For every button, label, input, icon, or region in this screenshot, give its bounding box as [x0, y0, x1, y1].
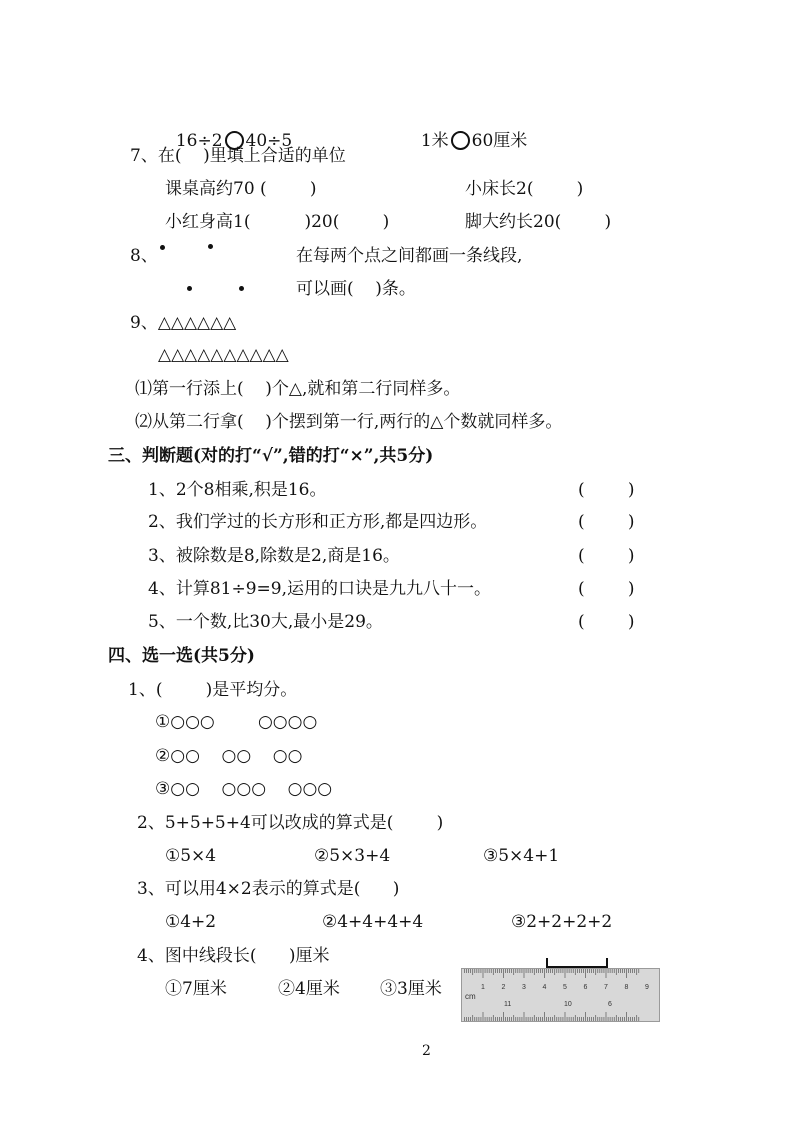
- judge-item-2: 2、我们学过的长方形和正方形,都是四边形。: [148, 512, 488, 532]
- q9-sub2: ⑵从第二行拿( )个摆到第一行,两行的△个数就同样多。: [135, 412, 563, 432]
- ruler-image: [461, 968, 660, 1022]
- page-number: 2: [422, 1043, 431, 1059]
- q8-line2: 可以画( )条。: [296, 279, 416, 299]
- line-segment-left-end: [546, 958, 548, 968]
- q8-dot-3: [187, 286, 192, 291]
- judge-bracket-5[interactable]: ( ): [578, 612, 635, 632]
- judge-bracket-3[interactable]: ( ): [578, 546, 635, 566]
- s4-q1-title: 1、( )是平均分。: [128, 680, 298, 700]
- ruler-label: 4: [542, 984, 547, 991]
- ruler-label: 9: [645, 984, 649, 991]
- judge-item-5: 5、一个数,比30大,最小是29。: [148, 612, 383, 632]
- ruler-label: 6: [583, 984, 588, 991]
- s4-q2-title: 2、5+5+5+4可以改成的算式是( ): [137, 813, 444, 833]
- compare-circle-2[interactable]: [451, 131, 470, 150]
- ruler-label: 7: [604, 984, 608, 991]
- q8-number: 8、: [130, 246, 158, 266]
- q9-sub1: ⑴第一行添上( )个△,就和第二行同样多。: [135, 379, 461, 399]
- ruler-label: 2: [501, 984, 506, 991]
- q7-title: 7、在( )里填上合适的单位: [130, 146, 346, 166]
- ruler-label: 3: [522, 984, 526, 991]
- judge-bracket-2[interactable]: ( ): [578, 512, 635, 532]
- s4-q1-opt2[interactable]: ②○○ ○○ ○○: [155, 746, 303, 766]
- s4-q4-title: 4、图中线段长( )厘米: [137, 946, 330, 966]
- judge-bracket-1[interactable]: ( ): [578, 480, 635, 500]
- compare-right-a: 1米: [420, 131, 449, 151]
- line-segment-right-end: [606, 958, 608, 968]
- s4-q2-opt2[interactable]: ②5×3+4: [314, 846, 391, 866]
- s4-q1-opt1[interactable]: ①○○○ ○○○○: [155, 712, 318, 732]
- s4-q4-opt3[interactable]: ③3厘米: [380, 979, 442, 999]
- q7-item-c: 小红身高1( )20( ): [165, 212, 390, 232]
- section3-heading: 三、判断题(对的打“√”,错的打“×”,共5分): [108, 446, 434, 466]
- ruler-lower-label: 10: [564, 1001, 572, 1008]
- s4-q4-opt1[interactable]: ①7厘米: [165, 979, 227, 999]
- s4-q4-opt2[interactable]: ②4厘米: [278, 979, 340, 999]
- ruler-lower-label: 11: [504, 1001, 512, 1008]
- q7-item-b: 小床长2( ): [465, 179, 584, 199]
- section4-heading: 四、选一选(共5分): [108, 646, 255, 666]
- q7-item-d: 脚大约长20( ): [465, 212, 612, 232]
- s4-q3-opt1[interactable]: ①4+2: [165, 912, 217, 932]
- q8-dot-4: [239, 286, 244, 291]
- comparison-row-right: [410, 108, 527, 152]
- q8-dot-2: [208, 244, 213, 249]
- judge-item-3: 3、被除数是8,除数是2,商是16。: [148, 546, 400, 566]
- compare-left-b: 40÷5: [245, 131, 293, 151]
- q8-dot-1: [160, 245, 165, 250]
- ruler-unit: cm: [465, 992, 476, 1001]
- s4-q2-opt3[interactable]: ③5×4+1: [483, 846, 560, 866]
- ruler-lower-label: 6: [608, 1001, 612, 1008]
- q8-line1: 在每两个点之间都画一条线段,: [296, 246, 523, 266]
- compare-left-a: 16÷2: [175, 131, 223, 151]
- q9-row1: 9、△△△△△△: [130, 313, 237, 333]
- judge-item-4: 4、计算81÷9=9,运用的口诀是九九八十一。: [148, 579, 491, 599]
- ruler-label: 1: [481, 984, 485, 991]
- judge-item-1: 1、2个8相乘,积是16。: [148, 480, 327, 500]
- s4-q2-opt1[interactable]: ①5×4: [165, 846, 217, 866]
- s4-q1-opt3[interactable]: ③○○ ○○○ ○○○: [155, 779, 333, 799]
- s4-q3-opt2[interactable]: ②4+4+4+4: [322, 912, 424, 932]
- q7-item-a: 课桌高约70 ( ): [165, 179, 317, 199]
- s4-q3-opt3[interactable]: ③2+2+2+2: [511, 912, 613, 932]
- ruler-graphic: [462, 969, 659, 1021]
- ruler-label: 8: [624, 984, 629, 991]
- judge-bracket-4[interactable]: ( ): [578, 579, 635, 599]
- s4-q3-title: 3、可以用4×2表示的算式是( ): [137, 879, 400, 899]
- q9-row2: △△△△△△△△△△: [158, 345, 289, 365]
- compare-right-b: 60厘米: [471, 131, 528, 151]
- ruler-label: 5: [563, 984, 567, 991]
